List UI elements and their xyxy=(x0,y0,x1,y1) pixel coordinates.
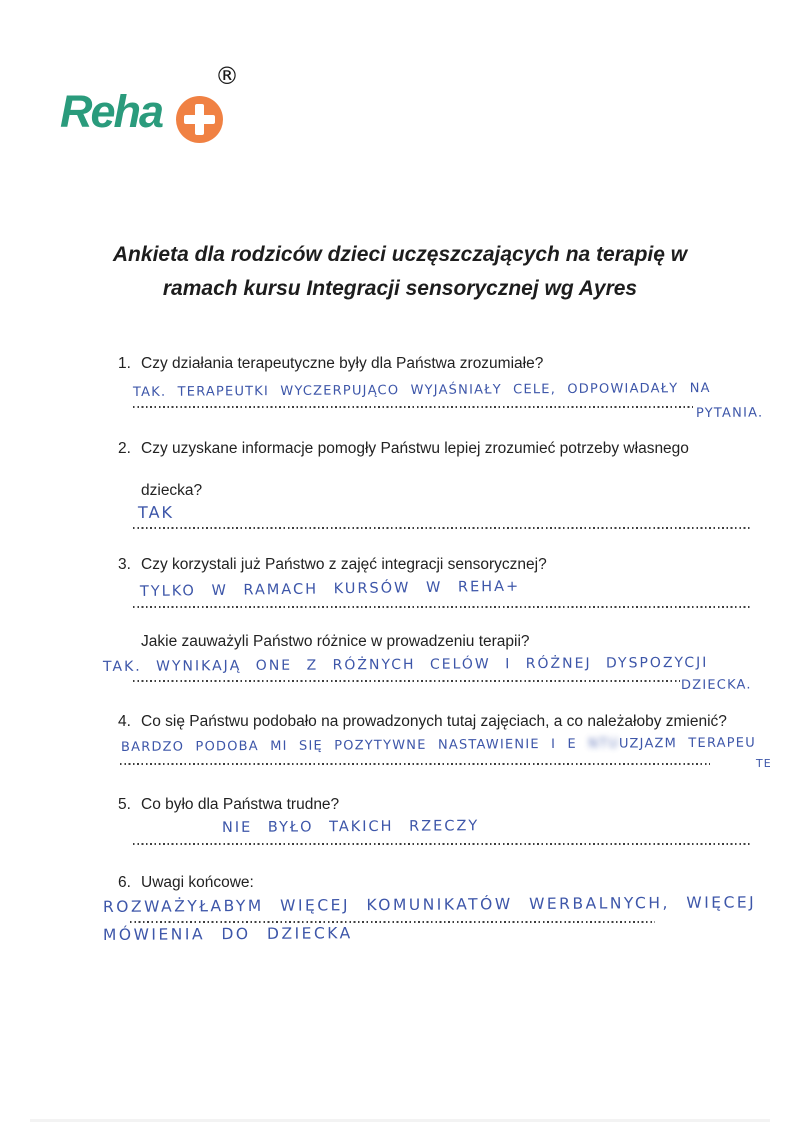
question-5-handwritten-answer: NIE BYŁO TAKICH RZECZY xyxy=(221,818,480,836)
survey-title-line1: Ankieta dla rodziców dzieci uczęszczających na terapię w xyxy=(112,243,688,266)
question-5-answer-line xyxy=(133,843,750,845)
question-4-text xyxy=(118,713,727,731)
question-6-text xyxy=(118,874,254,892)
question-1-text xyxy=(118,355,543,373)
ink-smudge: NTU xyxy=(588,736,620,752)
question-2-handwritten-answer: TAK xyxy=(137,502,175,522)
question-6-number: 6. xyxy=(118,874,131,891)
question-4-answer-overflow: TE xyxy=(755,756,772,770)
question-2-text xyxy=(118,440,689,458)
question-5-text xyxy=(118,796,339,814)
question-3-followup-answer-line xyxy=(133,680,680,682)
question-4-answer-line xyxy=(120,763,710,765)
question-2-answer-line xyxy=(133,527,750,529)
question-6-handwritten-answer-line2: MÓWIENIA DO DZIECKA xyxy=(102,924,353,944)
question-3-text xyxy=(118,556,547,574)
question-1-answer-overflow: PYTANIA. xyxy=(695,405,764,421)
question-1-number: 1. xyxy=(118,355,131,372)
question-3-followup-handwritten-answer: TAK. WYNIKAJĄ ONE Z RÓŻNYCH CELÓW I RÓŻNEJ DYSPOZYCJI xyxy=(102,654,709,675)
logo-text: Reha xyxy=(60,86,163,137)
question-6-handwritten-answer-line1: ROZWAŻYŁABYM WIĘCEJ KOMUNIKATÓW WERBALNYCH, WIĘCEJ xyxy=(102,893,757,916)
question-4-handwritten-answer: BARDZO PODOBA MI SIĘ POZYTYWNE NASTAWIENIE I E NTUUZJAZM TERAPEU xyxy=(120,735,756,755)
question-5-number: 5. xyxy=(118,796,131,813)
question-1-handwritten-answer: TAK. TERAPEUTKI WYCZERPUJĄCO WYJAŚNIAŁY CELE, ODPOWIADAŁY NA xyxy=(132,380,711,400)
question-2-label-line1: Czy uzyskane informacje pomogły Państwu lepiej zrozumieć potrzeby własnego xyxy=(141,440,689,457)
question-3-answer-line xyxy=(133,606,750,608)
question-4-number: 4. xyxy=(118,713,131,730)
survey-title-line2: ramach kursu Integracji sensorycznej wg Ayres xyxy=(162,277,638,300)
question-3-number: 3. xyxy=(118,556,131,573)
question-3-handwritten-answer: TYLKO W RAMACH KURSÓW W REHA+ xyxy=(139,578,521,600)
question-1-answer-line xyxy=(133,406,693,408)
question-2-label-line2: dziecka? xyxy=(141,482,203,499)
scan-artifact-line xyxy=(30,1119,770,1122)
question-2-number: 2. xyxy=(118,440,131,457)
question-4-label: Co się Państwu podobało na prowadzonych tutaj zajęciach, a co należałoby zmienić? xyxy=(141,713,727,730)
question-6-answer-line xyxy=(130,921,655,923)
plus-icon xyxy=(176,96,223,143)
question-5-label: Co było dla Państwa trudne? xyxy=(141,796,340,813)
question-3-followup-answer-overflow: DZIECKA. xyxy=(680,677,752,693)
question-1-label: Czy działania terapeutyczne były dla Państwa zrozumiałe? xyxy=(141,355,544,372)
question-6-label: Uwagi końcowe: xyxy=(141,874,254,891)
question-3-followup-label: Jakie zauważyli Państwo różnice w prowadzeniu terapii? xyxy=(141,633,530,650)
registered-trademark-icon: ® xyxy=(215,62,239,90)
question-3-label: Czy korzystali już Państwo z zajęć integracji sensorycznej? xyxy=(141,556,547,573)
